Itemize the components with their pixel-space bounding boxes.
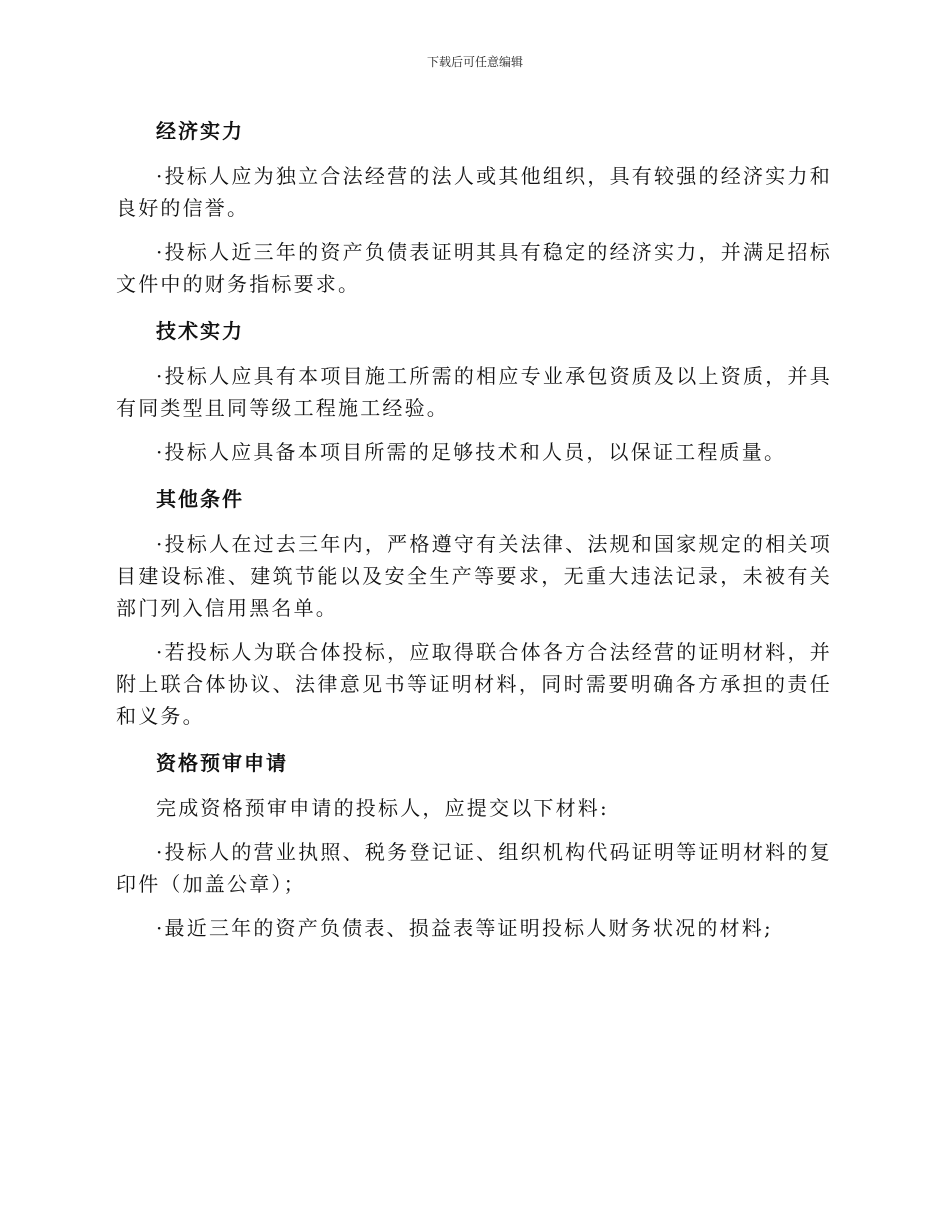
paragraph: ·投标人的营业执照、税务登记证、组织机构代码证明等证明材料的复印件（加盖公章）； — [116, 840, 832, 896]
section-heading-prequalification: 资格预审申请 — [156, 751, 288, 775]
paragraph: ·最近三年的资产负债表、损益表等证明投标人财务状况的材料; — [156, 916, 773, 940]
section-heading-economic: 经济实力 — [156, 119, 244, 143]
paragraph: ·投标人应具备本项目所需的足够技术和人员，以保证工程质量。 — [156, 440, 787, 464]
paragraph: ·投标人近三年的资产负债表证明其具有稳定的经济实力，并满足招标文件中的财务指标要求。 — [116, 240, 832, 296]
paragraph: ·若投标人为联合体投标，应取得联合体各方合法经营的证明材料，并附上联合体协议、法律意见书等证明材料，同时需要明确各方承担的责任和义务。 — [116, 640, 832, 728]
page-header: 下载后可任意编辑 — [426, 55, 523, 69]
section-heading-technical: 技术实力 — [156, 319, 244, 343]
section-heading-other: 其他条件 — [156, 487, 244, 511]
document-body — [116, 112, 832, 956]
paragraph: 完成资格预审申请的投标人，应提交以下材料: — [156, 796, 609, 820]
paragraph: ·投标人在过去三年内，严格遵守有关法律、法规和国家规定的相关项目建设标准、建筑节能以及安全生产等要求，无重大违法记录，未被有关部门列入信用黑名单。 — [116, 532, 832, 620]
paragraph: ·投标人应为独立合法经营的法人或其他组织，具有较强的经济实力和良好的信誉。 — [116, 164, 832, 220]
paragraph: ·投标人应具有本项目施工所需的相应专业承包资质及以上资质，并具有同类型且同等级工程施工经验。 — [116, 364, 832, 420]
